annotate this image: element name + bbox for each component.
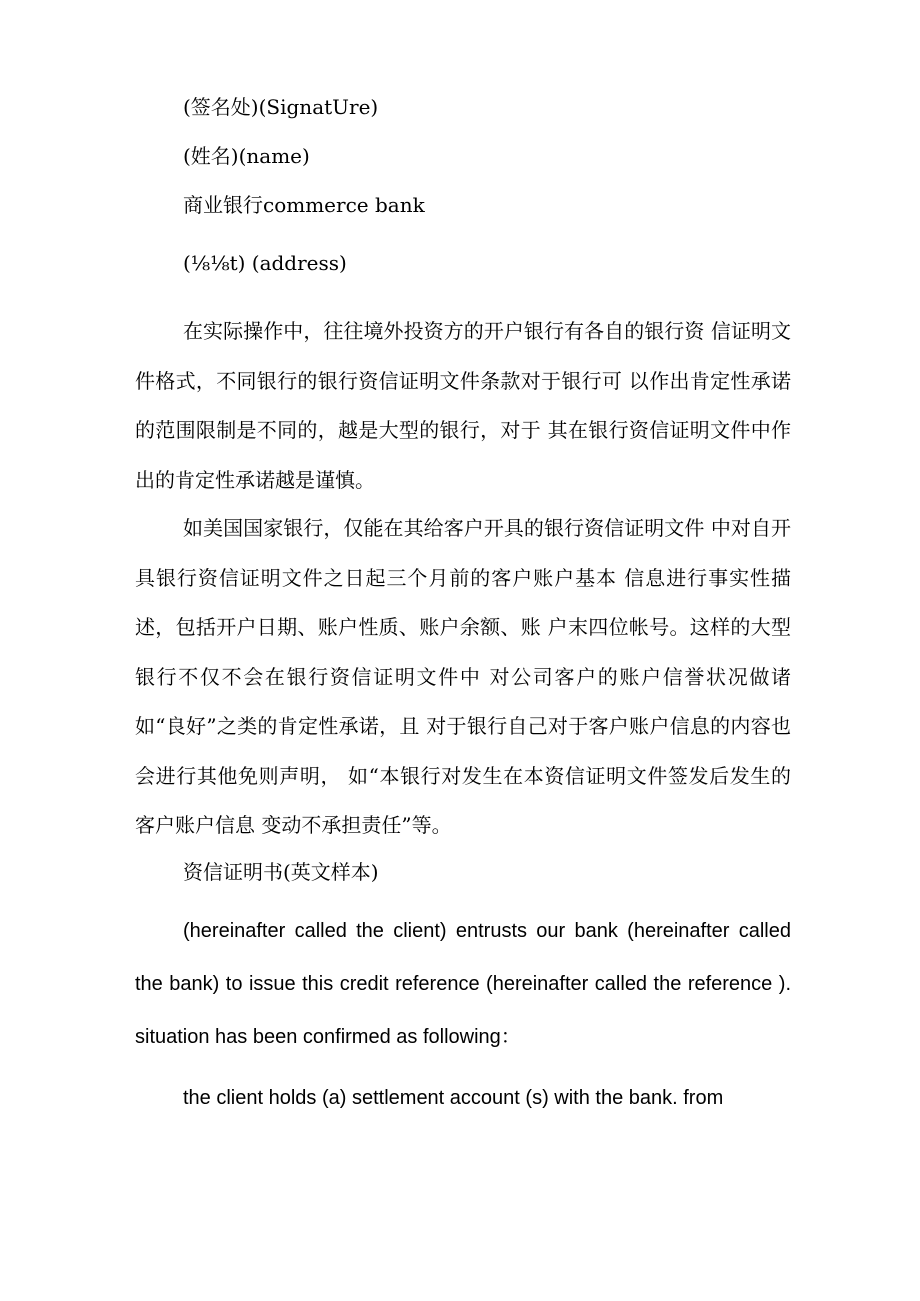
signature-line bbox=[183, 95, 378, 119]
paragraph-example-bank: 如美国国家银行，仅能在其给客户开具的银行资信证明文件 中对自开具银行资信证明文件之日起三个月前的客户账户基本 信息进行事实性描述，包括开户日期、账户性质、账户余额、账 户末四位帐号。这样的大型银行不仅不会在银行资信证明文件中 对公司客户的账户信誉状况做诸如“良好”之类的肯定性承诺，且 对于银行自己对于客户账户信息的内容也会进行其他免则声明， 如“本银行对发生在本资信证明文件签发后发生的客户账户信息 变动不承担责任”等。 bbox=[135, 516, 791, 837]
bank-label: 商业银行commerce bank bbox=[183, 193, 425, 217]
paragraph-english-intro: (hereinafter called the client) entrusts our bank (hereinafter called the bank) to issue this credit reference (hereinafter called the reference ). situation has been confirmed as following： bbox=[135, 920, 791, 1048]
heading-text: 资信证明书(英文样本) bbox=[183, 860, 379, 884]
name-line bbox=[183, 144, 310, 168]
paragraph-english-account: the client holds (a) settlement account (s) with the bank. from bbox=[183, 1087, 724, 1109]
paragraph-practice: 在实际操作中，往往境外投资方的开户银行有各自的银行资 信证明文件格式，不同银行的银行资信证明文件条款对于银行可 以作出肯定性承诺的范围限制是不同的，越是大型的银行，对于 其在银行资信证明文件中作出的肯定性承诺越是谨慎。 bbox=[135, 319, 791, 492]
address-line bbox=[183, 251, 347, 275]
name-label: (姓名)(name) bbox=[183, 144, 310, 168]
section-heading bbox=[183, 860, 379, 884]
address-label: (⅛⅛t) (address) bbox=[183, 251, 347, 275]
signature-label: (签名处)(SignatUre) bbox=[183, 95, 379, 119]
bank-line bbox=[183, 193, 425, 217]
